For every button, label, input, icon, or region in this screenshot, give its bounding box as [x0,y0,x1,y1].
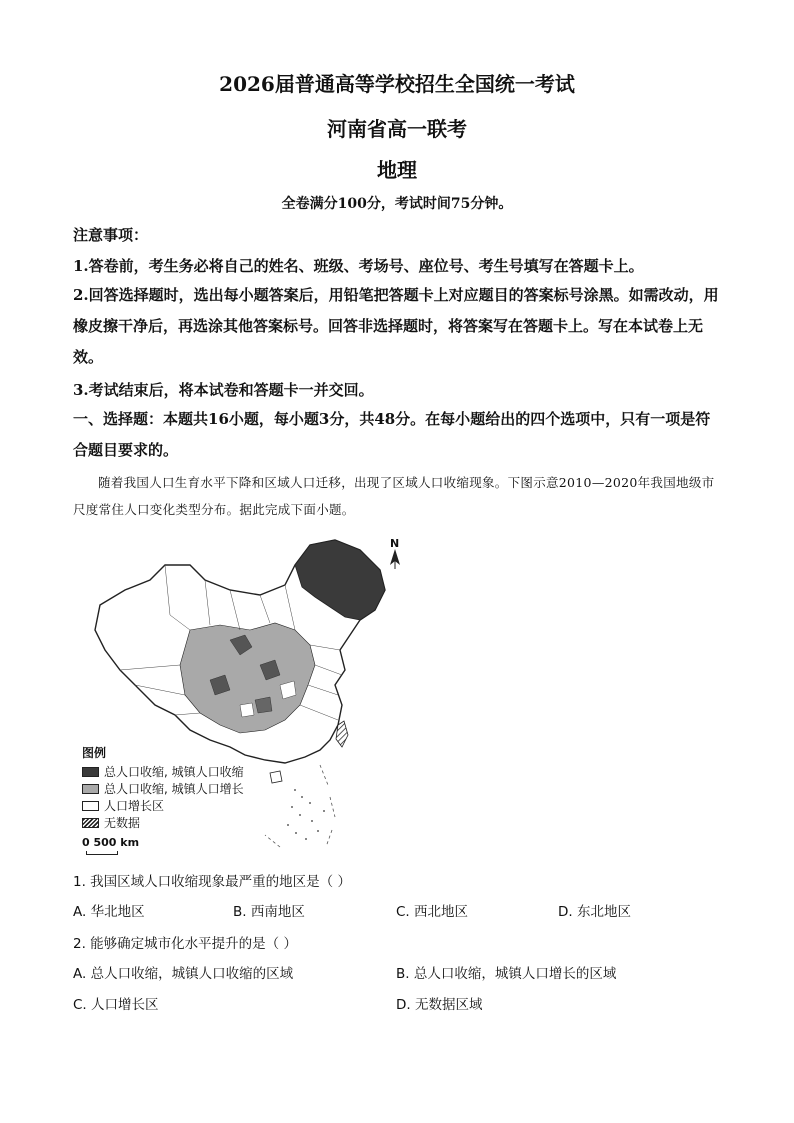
map-legend [82,744,244,831]
north-label: N [390,537,400,550]
q2-option-c[interactable]: C. 人口增长区 [73,997,159,1013]
legend-title: 图例 [82,746,107,760]
q1-option-c[interactable]: C. 西北地区 [396,904,469,920]
taiwan-no-data [336,721,348,747]
exam-info: 全卷满分100分，考试时间75分钟。 [281,196,513,212]
legend-item: 无数据 [82,814,244,831]
question-2-stem: 2. 能够确定城市化水平提升的是（ ） [73,936,297,952]
q1-option-a[interactable]: A. 华北地区 [73,904,145,920]
legend-item: 总人口收缩, 城镇人口收缩 [82,763,244,780]
legend-item: 人口增长区 [82,797,244,814]
notice-item-2: 2.回答选择题时，选出每小题答案后，用铅笔把答题卡上对应题目的答案标号涂黑。如需改动，用橡皮擦干净后，再选涂其他答案标号。回答非选择题时，将答案写在答题卡上。写在本试卷上无效。 [73,286,719,366]
q1-option-b[interactable]: B. 西南地区 [233,904,305,920]
question-stem: 随着我国人口生育水平下降和区域人口迁移，出现了区域人口收缩现象。下图示意2010—2020年我国地级市尺度常住人口变化类型分布。据此完成下面小题。 [73,475,715,517]
exam-title: 2026届普通高等学校招生全国统一考试 [219,72,575,96]
scale-bar [86,851,118,855]
hainan-island [270,771,282,783]
q2-option-d[interactable]: D. 无数据区域 [396,997,483,1013]
notice-item-1: 1.答卷前，考生务必将自己的姓名、班级、考场号、座位号、考生号填写在答题卡上。 [73,257,644,275]
q1-option-d[interactable]: D. 东北地区 [558,904,631,920]
section-intro: 一、选择题：本题共16小题，每小题3分，共48分。在每小题给出的四个选项中，只有一项是符合题目要求的。 [73,410,711,459]
legend-item: 总人口收缩, 城镇人口增长 [82,780,244,797]
notice-item-3: 3.考试结束后，将本试卷和答题卡一并交回。 [73,381,374,399]
q2-option-a[interactable]: A. 总人口收缩，城镇人口收缩的区域 [73,966,294,982]
question-1-stem: 1. 我国区域人口收缩现象最严重的地区是（ ） [73,874,351,890]
subject-title: 地理 [377,158,417,182]
joint-exam-title: 河南省高一联考 [327,117,467,141]
q2-option-b[interactable]: B. 总人口收缩，城镇人口增长的区域 [396,966,617,982]
south-sea-islands [287,789,325,840]
north-arrow-icon [390,549,400,569]
notice-heading: 注意事项： [73,226,149,244]
scale-label: 0 500 km [82,836,140,849]
